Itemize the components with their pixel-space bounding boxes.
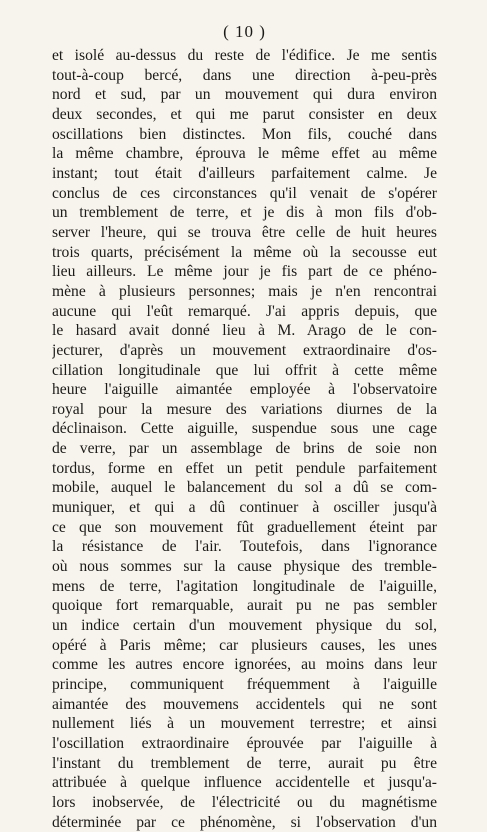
text-line: où nous sommes sur la cause physique des tremble- bbox=[52, 558, 437, 576]
text-line: mobile, auquel le balancement du sol a dû se com- bbox=[52, 479, 437, 497]
text-line: instant; tout était d'ailleurs parfaitement calme. Je bbox=[52, 164, 437, 182]
text-line: attribuée à quelque influence accidentelle et jusqu'a- bbox=[52, 774, 437, 792]
text-line: ce que son mouvement fût graduellement éteint par bbox=[52, 518, 437, 536]
text-line: jecturer, d'après un mouvement extraordinaire d'os- bbox=[52, 341, 437, 359]
text-line: lieu ailleurs. Le même jour je fis part de ce phéno- bbox=[52, 263, 437, 281]
text-line: le hasard avait donné lieu à M. Arago de le con- bbox=[52, 322, 437, 340]
text-line: comme les autres encore ignorées, au moins dans leur bbox=[52, 656, 437, 674]
text-line: la même chambre, éprouva le même effet au même bbox=[52, 145, 437, 163]
text-line: quoique fort remarquable, aurait pu ne pas sembler bbox=[52, 597, 437, 615]
page-number: ( 10 ) bbox=[223, 22, 266, 41]
text-line: et isolé au-dessus du reste de l'édifice. Je me sentis bbox=[52, 47, 437, 64]
text-line: principe, communiquent fréquemment à l'aiguille bbox=[52, 676, 437, 693]
text-line: trois quarts, précisément la même où la secousse eut bbox=[52, 243, 437, 261]
text-line: royal pour la mesure des variations diurnes de la bbox=[52, 400, 437, 418]
text-line: heure l'aiguille aimantée employée à l'observatoire bbox=[52, 381, 437, 399]
text-line: un indice certain d'un mouvement physique du sol, bbox=[52, 617, 437, 635]
text-line: aimantée des mouvemens accidentels qui ne sont bbox=[52, 695, 437, 713]
text-line: déclinaison. Cette aiguille, suspendue sous une cage bbox=[52, 420, 437, 438]
text-line: l'oscillation extraordinaire éprouvée par l'aiguille à bbox=[52, 734, 437, 752]
text-line: aucune qui l'eût remarqué. J'ai appris depuis, que bbox=[52, 302, 437, 320]
text-line: cillation longitudinale que lui offrit à cette même bbox=[52, 361, 437, 379]
text-line: tordus, forme en effet un petit pendule parfaitement bbox=[52, 459, 437, 477]
text-line: déterminée par ce phénomène, si l'observation d'un bbox=[52, 813, 437, 831]
body-text bbox=[52, 46, 437, 832]
text-line: mène à plusieurs personnes; mais je n'en rencontrai bbox=[52, 282, 437, 300]
text-line: tout-à-coup bercé, dans une direction à-peu-près bbox=[52, 66, 437, 84]
text-line: opéré à Paris même; car plusieurs causes, les unes bbox=[52, 636, 437, 654]
text-line: de verre, par un assemblage de brins de soie non bbox=[52, 440, 437, 458]
text-line: oscillations bien distinctes. Mon fils, couché dans bbox=[52, 125, 437, 143]
text-line: l'instant du tremblement de terre, aurait pu être bbox=[52, 754, 437, 772]
text-line: deux secondes, et qui me parut consister en deux bbox=[52, 105, 437, 123]
text-line: server l'heure, qui se trouva être celle de huit heures bbox=[52, 223, 437, 241]
text-line: un tremblement de terre, et je dis à mon fils d'ob- bbox=[52, 204, 437, 222]
text-line: conclus de ces circonstances qu'il venait de s'opérer bbox=[52, 184, 437, 202]
text-line: lors inobservée, de l'électricité ou du magnétisme bbox=[52, 793, 437, 811]
text-line: nullement liés à un mouvement terrestre; et ainsi bbox=[52, 715, 437, 733]
text-line: la résistance de l'air. Toutefois, dans l'ignorance bbox=[52, 538, 437, 556]
text-line: muniquer, et qui a dû continuer à osciller jusqu'à bbox=[52, 499, 437, 517]
text-line: nord et sud, par un mouvement qui dura environ bbox=[52, 86, 437, 104]
text-line: mens de terre, l'agitation longitudinale de l'aiguille, bbox=[52, 577, 437, 595]
